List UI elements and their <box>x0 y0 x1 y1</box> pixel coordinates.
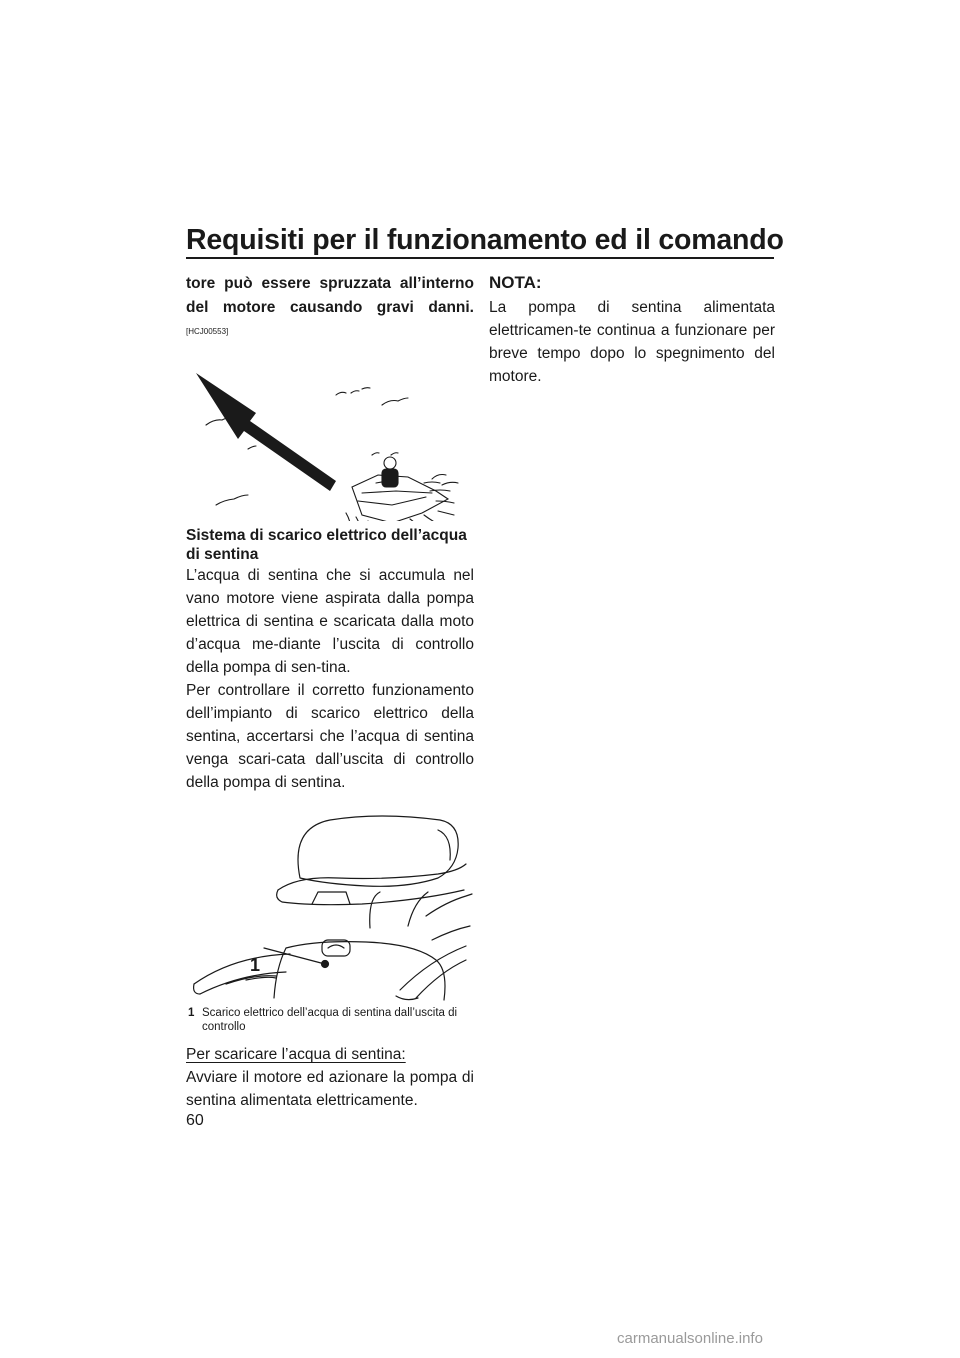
nota-text: La pompa di sentina alimentata elettricamen-te continua a funzionare per breve tempo dopo lo spegnimento del motore. <box>489 299 775 385</box>
callout-number: 1 <box>250 955 261 976</box>
warning-code: [HCJ00553] <box>186 327 229 336</box>
title-rule <box>186 257 774 259</box>
page-title: Requisiti per il funzionamento ed il comando <box>186 224 784 256</box>
caption-number: 1 <box>188 1007 195 1020</box>
watermark: carmanualsonline.info <box>617 1330 763 1347</box>
right-column <box>489 272 775 388</box>
watercraft-illustration <box>186 351 476 521</box>
warning-end-text: tore può essere spruzzata all’interno del motore causando gravi danni. <box>186 275 474 316</box>
caption-text: Scarico elettrico dell’acqua di sentina dall’uscita di controllo <box>202 1007 458 1034</box>
procedure-title: Per scaricare l’acqua di sentina: <box>186 1046 406 1064</box>
paragraph-2: Per controllare il corretto funzionamento dell’impianto di scarico elettrico della sentina, accertarsi che l’acqua di sentina venga scari-cata dall’uscita di controllo della pompa di sentina. <box>186 682 474 792</box>
section-heading: Sistema di scarico elettrico dell’acqua di sentina <box>186 527 467 564</box>
left-column <box>186 272 474 1112</box>
page-number: 60 <box>186 1112 204 1129</box>
nota-heading: NOTA: <box>489 273 542 292</box>
figure-2-wrapper <box>186 808 474 1004</box>
figure-caption <box>188 1006 474 1034</box>
paragraph-1: L’acqua di sentina che si accumula nel vano motore viene aspirata dalla pompa elettrica di sentina e scaricata dalla moto d’acqua me-diante l’uscita di controllo della pompa di sen-tina. <box>186 567 474 677</box>
warning-text <box>186 272 474 344</box>
procedure-text: Avviare il motore ed azionare la pompa di sentina alimentata elettricamente. <box>186 1069 474 1110</box>
bilge-outlet-illustration <box>186 808 476 1004</box>
